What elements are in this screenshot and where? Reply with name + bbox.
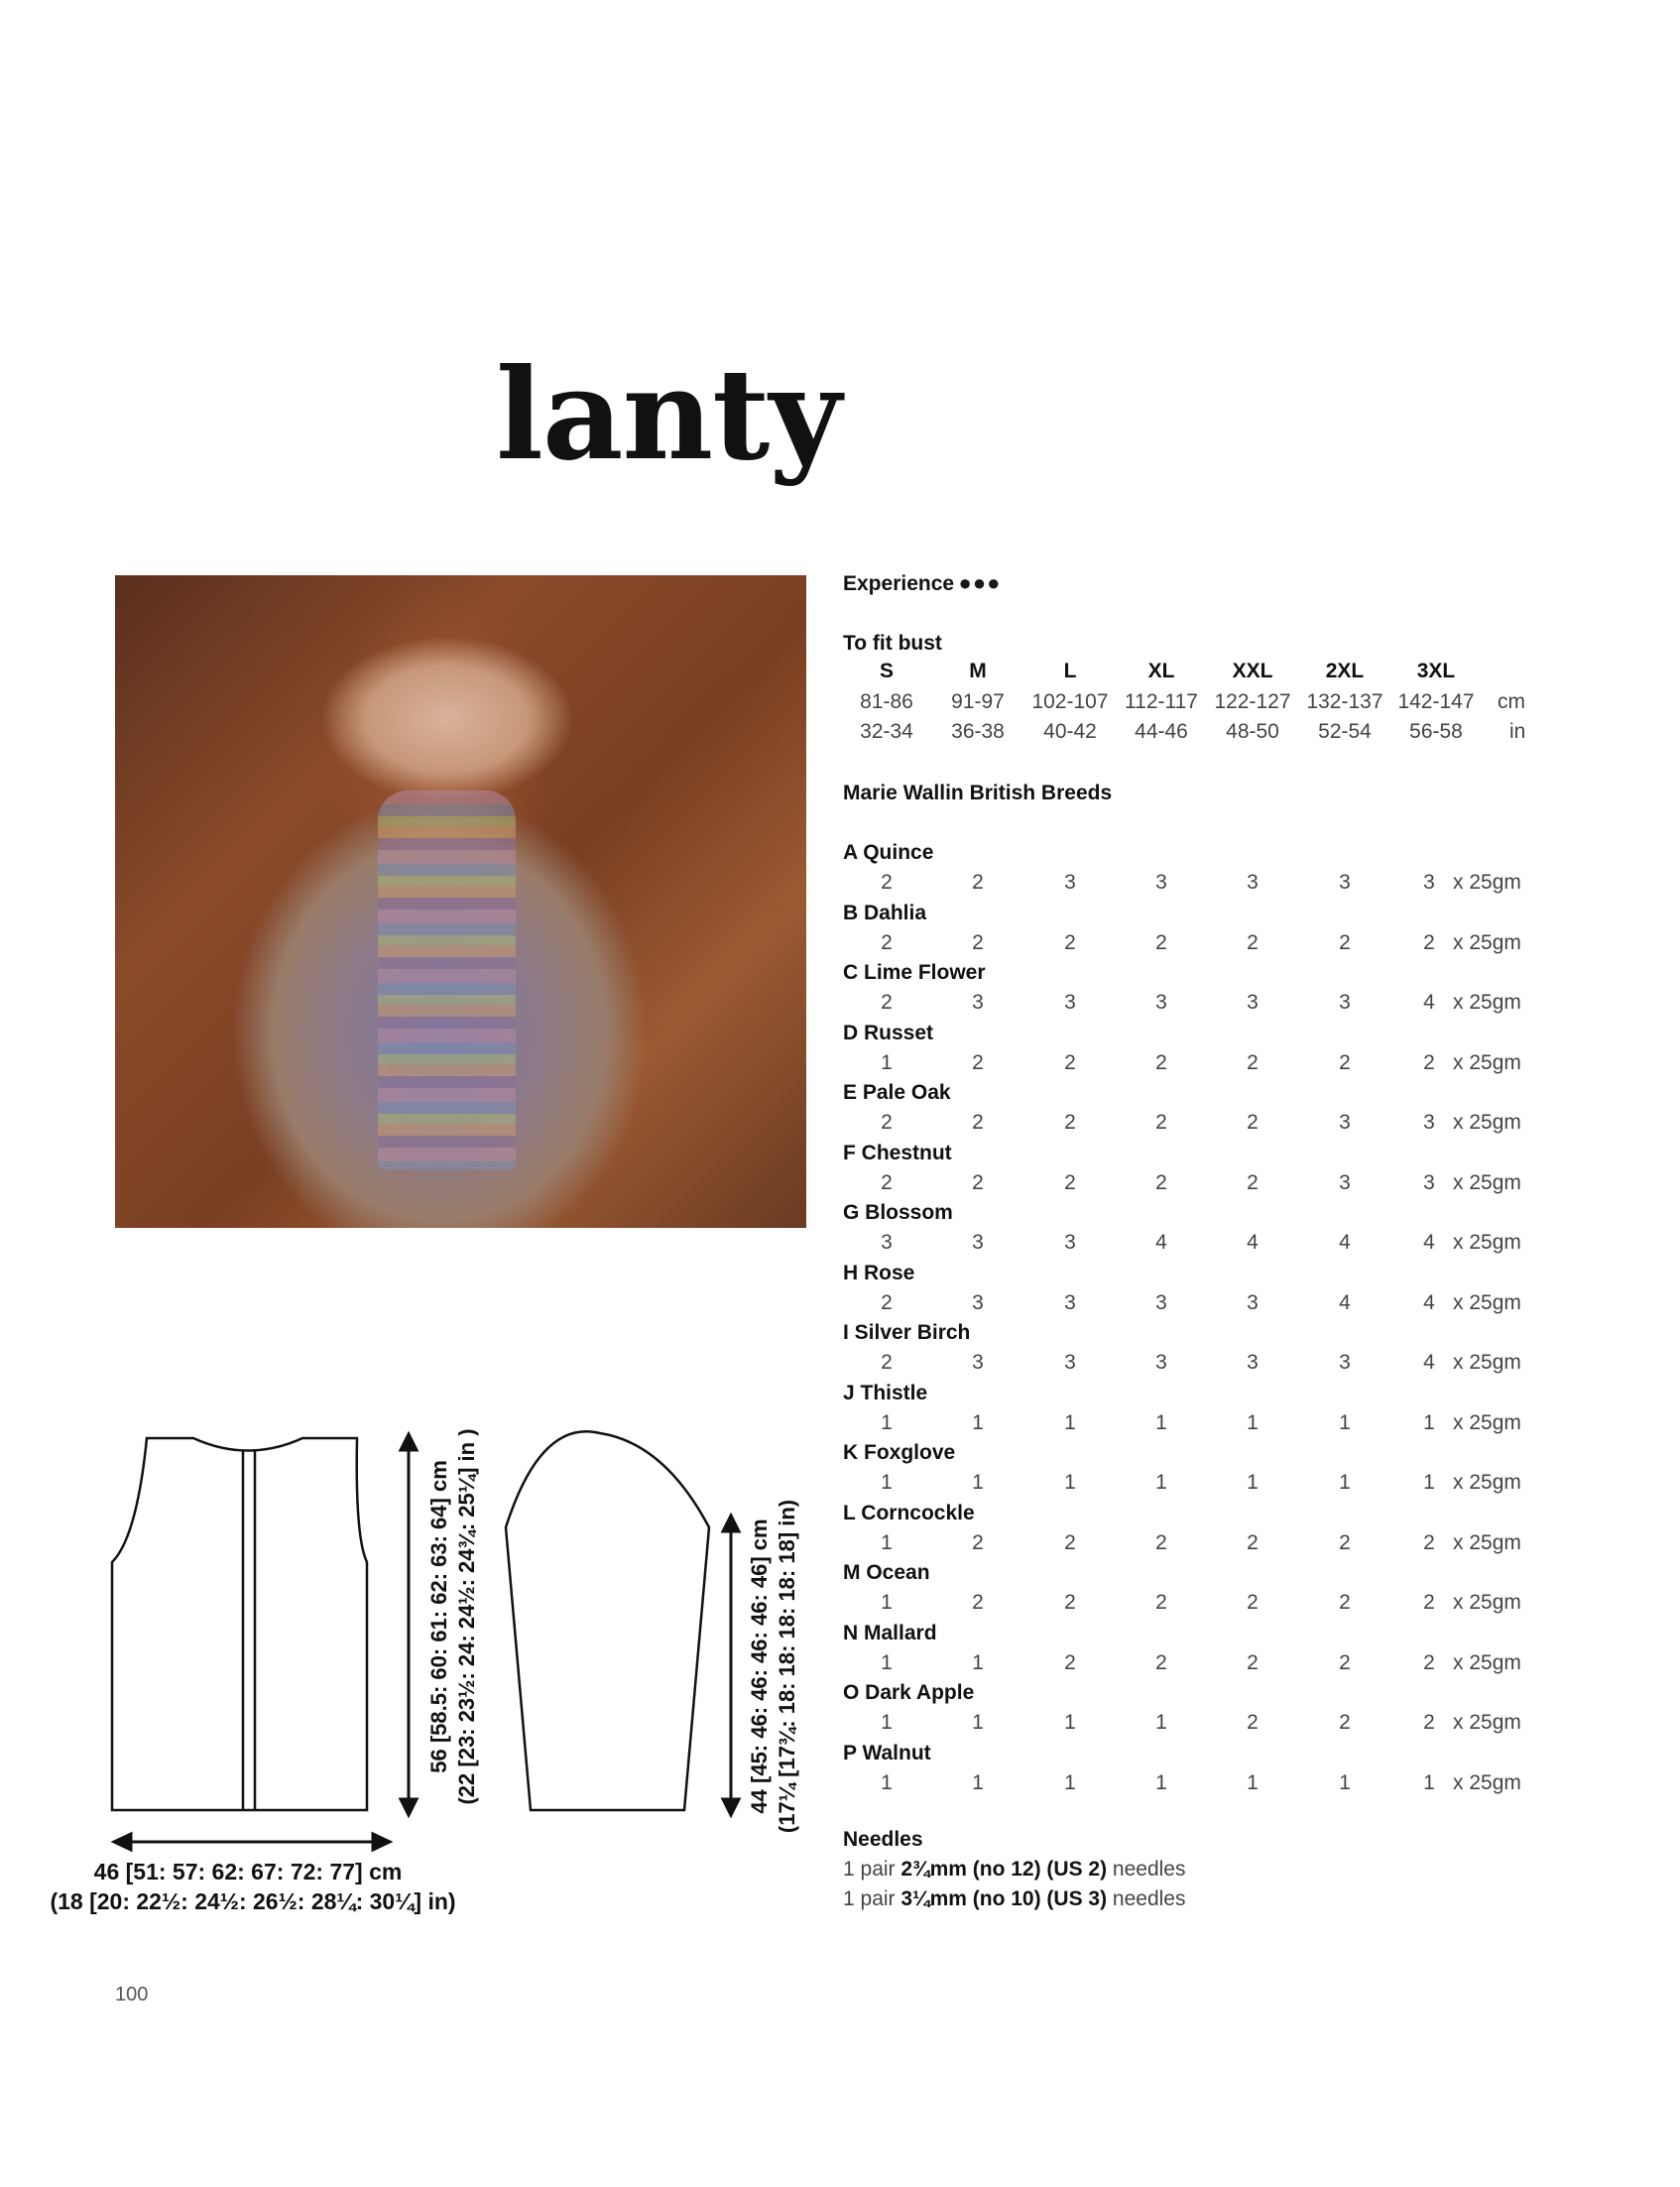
yarn-quantity: 3	[972, 1291, 984, 1314]
yarn-unit: x 25gm	[1453, 1591, 1521, 1614]
yarn-quantity: 1	[1247, 1471, 1259, 1494]
size-in-value: 48-50	[1226, 720, 1279, 743]
yarn-quantity: 2	[1423, 1051, 1435, 1074]
sleeve-length-in: (17¼ [17¾: 18: 18: 18: 18: 18] in)	[775, 1499, 799, 1834]
yarn-quantity: 2	[1064, 1051, 1076, 1074]
sleeve-length-arrow	[723, 1516, 739, 1815]
yarn-quantity: 4	[1423, 1231, 1435, 1254]
size-in-value: 36-38	[951, 720, 1005, 743]
sleeve-length-cm: 44 [45: 46: 46: 46: 46: 46] cm	[747, 1519, 772, 1814]
yarn-quantity: 1	[972, 1651, 984, 1674]
fit-label: To fit bust	[843, 632, 942, 655]
body-length-in: (22 [23: 23½: 24: 24½: 24¾: 25¼] in )	[454, 1428, 479, 1805]
yarn-quantity: 2	[881, 1291, 893, 1314]
model-photo	[115, 575, 806, 1228]
yarn-quantity: 1	[1339, 1471, 1351, 1494]
yarn-quantity: 1	[1155, 1471, 1167, 1494]
yarn-quantity: 2	[881, 931, 893, 954]
yarn-quantity: 2	[1423, 1651, 1435, 1674]
yarn-quantity: 1	[1423, 1471, 1435, 1494]
needle-spec: 2¾mm (no 12) (US 2)	[900, 1858, 1108, 1881]
yarn-quantity: 2	[1339, 931, 1351, 954]
yarn-quantity: 3	[1423, 871, 1435, 894]
yarn-quantity: 3	[972, 1231, 984, 1254]
yarn-quantity: 1	[1423, 1771, 1435, 1794]
yarn-quantity: 2	[972, 1051, 984, 1074]
yarn-quantity: 2	[881, 1171, 893, 1194]
size-in-value: 56-58	[1409, 720, 1463, 743]
yarn-name: L Corncockle	[843, 1502, 975, 1524]
size-header: 2XL	[1325, 660, 1365, 682]
needle-line-2	[843, 1887, 1186, 1911]
yarn-quantity: 2	[1339, 1711, 1351, 1734]
yarn-quantity: 4	[1339, 1291, 1351, 1314]
yarn-quantity: 3	[881, 1231, 893, 1254]
yarn-quantity: 3	[1064, 871, 1076, 894]
yarn-quantity: 2	[1247, 1531, 1259, 1554]
yarn-unit: x 25gm	[1453, 1771, 1521, 1794]
size-in-value: 32-34	[860, 720, 913, 743]
yarn-quantity: 1	[1155, 1771, 1167, 1794]
yarn-quantity: 3	[1064, 1291, 1076, 1314]
yarn-quantity: 1	[881, 1051, 893, 1074]
yarn-quantity: 1	[1247, 1411, 1259, 1434]
needle-suffix: needles	[1107, 1858, 1186, 1881]
front-opening	[243, 1450, 255, 1810]
yarn-quantity: 4	[1247, 1231, 1259, 1254]
sleeve-outline	[506, 1431, 709, 1810]
needle-spec: 3¼mm (no 10) (US 3)	[900, 1887, 1108, 1910]
yarn-quantity: 2	[881, 991, 893, 1014]
yarn-name: I Silver Birch	[843, 1321, 971, 1344]
cardigan-photo-detail	[378, 790, 516, 1169]
yarn-quantity: 2	[1339, 1051, 1351, 1074]
yarn-quantity: 2	[972, 1171, 984, 1194]
size-in-value: 52-54	[1318, 720, 1372, 743]
size-header: XXL	[1232, 660, 1273, 682]
yarn-unit: x 25gm	[1453, 1411, 1521, 1434]
yarn-name: K Foxglove	[843, 1441, 956, 1464]
yarn-quantity: 1	[972, 1771, 984, 1794]
yarn-quantity: 3	[1247, 1351, 1259, 1374]
yarn-quantity: 4	[1339, 1231, 1351, 1254]
yarn-name: F Chestnut	[843, 1142, 952, 1164]
yarn-quantity: 2	[1064, 931, 1076, 954]
needle-line-1	[843, 1858, 1186, 1882]
size-cm-value: 122-127	[1214, 690, 1291, 713]
size-header: L	[1063, 660, 1077, 682]
yarn-quantity: 2	[1247, 1051, 1259, 1074]
size-header: M	[969, 660, 987, 682]
yarn-name: N Mallard	[843, 1622, 937, 1644]
yarn-quantity: 2	[1155, 1171, 1167, 1194]
needles-label: Needles	[843, 1828, 923, 1851]
yarn-quantity: 2	[1155, 931, 1167, 954]
yarn-quantity: 1	[1064, 1771, 1076, 1794]
yarn-quantity: 3	[1339, 991, 1351, 1014]
yarn-quantity: 4	[1155, 1231, 1167, 1254]
yarn-unit: x 25gm	[1453, 1711, 1521, 1734]
unit-label: cm	[1498, 690, 1525, 713]
yarn-quantity: 2	[881, 1351, 893, 1374]
yarn-name: E Pale Oak	[843, 1081, 951, 1104]
yarn-quantity: 3	[1064, 1231, 1076, 1254]
yarn-quantity: 2	[1247, 1651, 1259, 1674]
yarn-unit: x 25gm	[1453, 1291, 1521, 1314]
yarn-quantity: 2	[1247, 931, 1259, 954]
yarn-quantity: 1	[881, 1651, 893, 1674]
yarn-quantity: 2	[1064, 1531, 1076, 1554]
yarn-quantity: 1	[972, 1711, 984, 1734]
yarn-quantity: 3	[1247, 1291, 1259, 1314]
yarn-quantity: 2	[1155, 1111, 1167, 1134]
yarn-unit: x 25gm	[1453, 931, 1521, 954]
yarn-quantity: 2	[1339, 1531, 1351, 1554]
yarn-quantity: 1	[1064, 1411, 1076, 1434]
yarn-quantity: 3	[972, 1351, 984, 1374]
yarn-quantity: 2	[1423, 1531, 1435, 1554]
yarn-unit: x 25gm	[1453, 1651, 1521, 1674]
yarn-quantity: 1	[1339, 1411, 1351, 1434]
yarn-unit: x 25gm	[1453, 1231, 1521, 1254]
yarn-name: C Lime Flower	[843, 961, 986, 984]
body-length-arrow	[401, 1434, 417, 1815]
yarn-quantity: 3	[1339, 1171, 1351, 1194]
yarn-quantity: 2	[1247, 1591, 1259, 1614]
yarn-quantity: 1	[881, 1531, 893, 1554]
yarn-quantity: 3	[1064, 1351, 1076, 1374]
yarn-quantity: 3	[1155, 1291, 1167, 1314]
yarn-quantity: 1	[881, 1711, 893, 1734]
yarn-quantity: 1	[1155, 1411, 1167, 1434]
yarn-quantity: 3	[1247, 871, 1259, 894]
yarn-quantity: 3	[1339, 1111, 1351, 1134]
experience-dots-icon: ●●●	[958, 570, 1002, 595]
width-in: (18 [20: 22½: 24½: 26½: 28¼: 30¼] in)	[50, 1888, 456, 1914]
yarn-quantity: 2	[1423, 1591, 1435, 1614]
needle-prefix: 1 pair	[843, 1858, 901, 1881]
yarn-name: M Ocean	[843, 1561, 930, 1584]
yarn-quantity: 3	[1155, 871, 1167, 894]
yarn-quantity: 1	[1064, 1711, 1076, 1734]
body-outline	[112, 1438, 367, 1810]
pattern-title: lanty	[496, 341, 841, 488]
yarn-quantity: 1	[1064, 1471, 1076, 1494]
yarn-quantity: 4	[1423, 991, 1435, 1014]
schematic-diagram	[0, 1389, 833, 1944]
size-in-value: 44-46	[1135, 720, 1188, 743]
yarn-quantity: 2	[1064, 1651, 1076, 1674]
yarn-quantity: 1	[1247, 1771, 1259, 1794]
page-number: 100	[115, 1984, 149, 2005]
yarn-name: D Russet	[843, 1022, 934, 1044]
yarn-quantity: 3	[972, 991, 984, 1014]
yarn-quantity: 2	[1155, 1051, 1167, 1074]
unit-label: in	[1509, 720, 1526, 743]
yarn-name: A Quince	[843, 841, 934, 864]
size-header: S	[879, 660, 894, 682]
size-cm-value: 102-107	[1031, 690, 1109, 713]
yarn-quantity: 2	[1247, 1171, 1259, 1194]
experience-line	[843, 570, 1001, 596]
yarn-quantity: 2	[1064, 1171, 1076, 1194]
yarn-quantity: 2	[1423, 931, 1435, 954]
width-cm: 46 [51: 57: 62: 67: 72: 77] cm	[93, 1859, 403, 1884]
yarn-quantity: 2	[881, 1111, 893, 1134]
yarn-quantity: 1	[1155, 1711, 1167, 1734]
size-in-value: 40-42	[1043, 720, 1097, 743]
yarn-brand: Marie Wallin British Breeds	[843, 782, 1113, 804]
yarn-quantity: 2	[1339, 1651, 1351, 1674]
width-arrow	[114, 1834, 390, 1850]
yarn-quantity: 1	[881, 1411, 893, 1434]
body-length-cm: 56 [58.5: 60: 61: 62: 63: 64] cm	[426, 1460, 451, 1773]
yarn-quantity: 3	[1155, 1351, 1167, 1374]
yarn-quantity: 3	[1423, 1171, 1435, 1194]
yarn-unit: x 25gm	[1453, 1171, 1521, 1194]
yarn-quantity: 2	[1155, 1651, 1167, 1674]
yarn-unit: x 25gm	[1453, 1351, 1521, 1374]
yarn-quantity: 3	[1155, 991, 1167, 1014]
yarn-quantity: 2	[1155, 1531, 1167, 1554]
yarn-quantity: 1	[972, 1411, 984, 1434]
yarn-quantity: 2	[972, 871, 984, 894]
yarn-name: P Walnut	[843, 1742, 931, 1764]
yarn-name: G Blossom	[843, 1201, 953, 1224]
yarn-quantity: 1	[1423, 1411, 1435, 1434]
yarn-quantity: 2	[1423, 1711, 1435, 1734]
yarn-name: H Rose	[843, 1262, 915, 1284]
yarn-quantity: 4	[1423, 1351, 1435, 1374]
yarn-quantity: 3	[1423, 1111, 1435, 1134]
size-cm-value: 112-117	[1125, 690, 1198, 713]
needle-suffix: needles	[1107, 1887, 1186, 1910]
yarn-quantity: 2	[1339, 1591, 1351, 1614]
yarn-name: B Dahlia	[843, 902, 927, 924]
size-header: XL	[1147, 660, 1175, 682]
yarn-quantity: 2	[972, 1591, 984, 1614]
yarn-unit: x 25gm	[1453, 991, 1521, 1014]
size-cm-value: 91-97	[951, 690, 1005, 713]
yarn-quantity: 2	[881, 871, 893, 894]
yarn-unit: x 25gm	[1453, 1051, 1521, 1074]
size-header: 3XL	[1416, 660, 1456, 682]
yarn-quantity: 2	[1064, 1111, 1076, 1134]
yarn-unit: x 25gm	[1453, 1471, 1521, 1494]
yarn-quantity: 1	[972, 1471, 984, 1494]
yarn-quantity: 2	[972, 931, 984, 954]
yarn-quantity: 3	[1339, 871, 1351, 894]
yarn-quantity: 2	[972, 1111, 984, 1134]
yarn-quantity: 2	[1064, 1591, 1076, 1614]
size-cm-value: 142-147	[1397, 690, 1475, 713]
yarn-quantity: 3	[1064, 991, 1076, 1014]
yarn-quantity: 2	[1155, 1591, 1167, 1614]
experience-label: Experience	[843, 572, 955, 595]
yarn-quantity: 2	[1247, 1711, 1259, 1734]
yarn-unit: x 25gm	[1453, 1531, 1521, 1554]
yarn-quantity: 2	[1247, 1111, 1259, 1134]
needle-prefix: 1 pair	[843, 1887, 901, 1910]
yarn-quantity: 1	[881, 1471, 893, 1494]
yarn-quantity: 3	[1339, 1351, 1351, 1374]
yarn-name: O Dark Apple	[843, 1681, 975, 1704]
yarn-name: J Thistle	[843, 1382, 928, 1404]
yarn-quantity: 4	[1423, 1291, 1435, 1314]
yarn-unit: x 25gm	[1453, 1111, 1521, 1134]
yarn-quantity: 2	[972, 1531, 984, 1554]
yarn-quantity: 1	[1339, 1771, 1351, 1794]
size-cm-value: 132-137	[1306, 690, 1383, 713]
yarn-quantity: 3	[1247, 991, 1259, 1014]
yarn-unit: x 25gm	[1453, 871, 1521, 894]
size-cm-value: 81-86	[860, 690, 913, 713]
yarn-quantity: 1	[881, 1771, 893, 1794]
yarn-quantity: 1	[881, 1591, 893, 1614]
